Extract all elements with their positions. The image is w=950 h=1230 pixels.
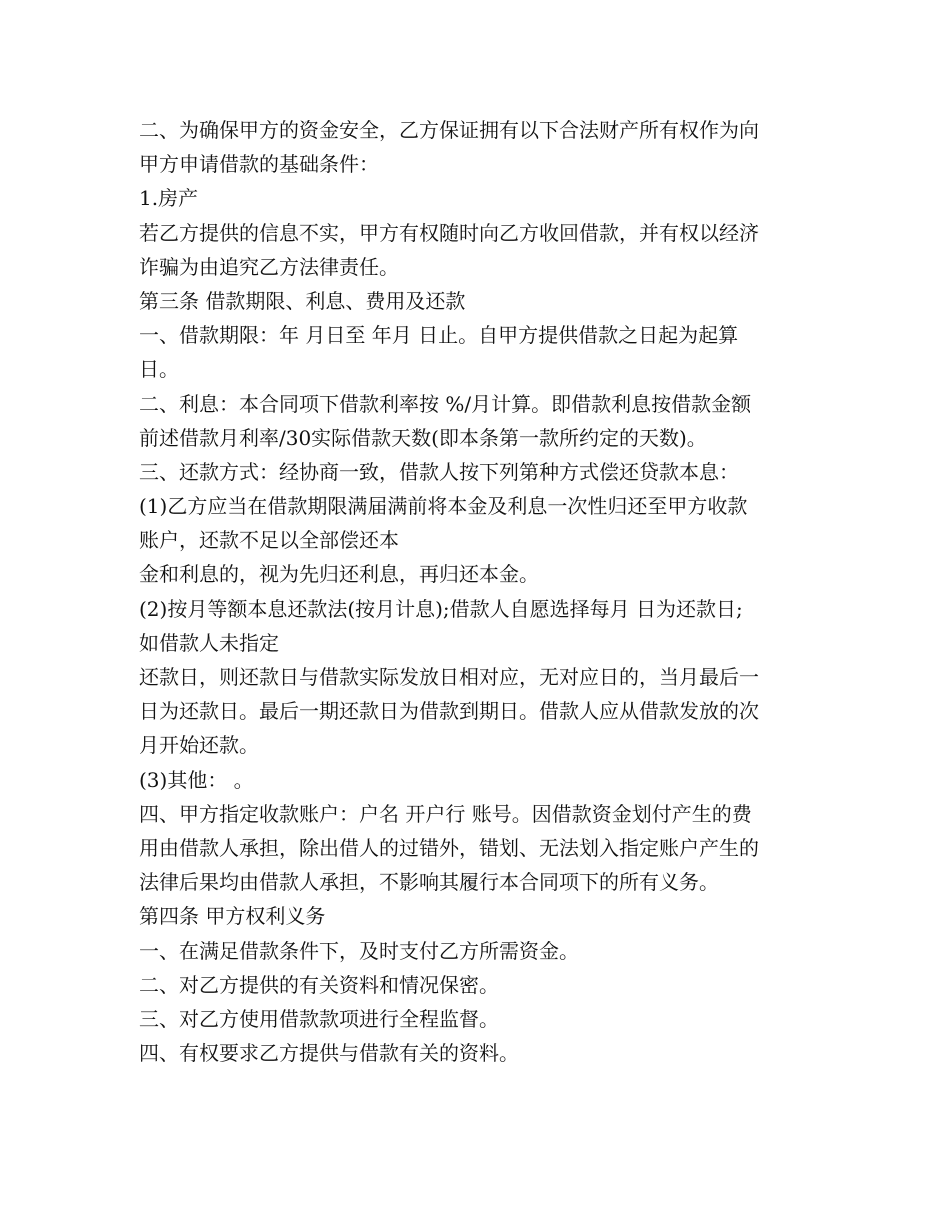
text-line: (2)按月等额本息还款法(按月计息);借款人自愿选择每月 日为还款日; — [139, 596, 743, 621]
text-line: 还款日，则还款日与借款实际发放日相对应，无对应日的，当月最后一 — [139, 665, 759, 689]
text-line: 一、在满足借款条件下，及时支付乙方所需资金。 — [139, 938, 579, 963]
section-heading: 第三条 借款期限、利息、费用及还款 — [139, 288, 466, 313]
text-line: 1.房产 — [139, 186, 199, 211]
text-line: 四、甲方指定收款账户：户名 开户行 账号。因借款资金划付产生的费 — [139, 801, 752, 826]
text-line: 金和利息的，视为先归还利息，再归还本金。 — [139, 562, 539, 587]
text-line: (3)其他： 。 — [139, 767, 254, 792]
text-line: 二、对乙方提供的有关资料和情况保密。 — [139, 972, 499, 997]
text-line: 法律后果均由借款人承担，不影响其履行本合同项下的所有义务。 — [139, 870, 719, 895]
text-line: 四、有权要求乙方提供与借款有关的资料。 — [139, 1041, 519, 1066]
text-line: 甲方申请借款的基础条件： — [139, 152, 379, 177]
document-body — [139, 113, 819, 1070]
text-line: 前述借款月利率/30实际借款天数(即本条第一款所约定的天数)。 — [139, 425, 707, 450]
text-line: 二、利息：本合同项下借款利率按 %/月计算。即借款利息按借款金额 — [139, 391, 752, 416]
text-line: 用由借款人承担，除出借人的过错外，错划、无法划入指定账户产生的 — [139, 835, 759, 860]
text-line: 日为还款日。最后一期还款日为借款到期日。借款人应从借款发放的次 — [139, 699, 759, 724]
text-line: 如借款人未指定 — [139, 630, 279, 655]
text-line: 三、对乙方使用借款款项进行全程监督。 — [139, 1006, 499, 1031]
text-line: 若乙方提供的信息不实，甲方有权随时向乙方收回借款，并有权以经济 — [139, 220, 759, 245]
text-line: 三、还款方式：经协商一致，借款人按下列第种方式偿还贷款本息： — [139, 459, 739, 484]
text-line: 二、为确保甲方的资金安全，乙方保证拥有以下合法财产所有权作为向 — [139, 118, 759, 142]
text-line: (1)乙方应当在借款期限满届满前将本金及利息一次性归还至甲方收款 — [139, 494, 748, 519]
section-heading: 第四条 甲方权利义务 — [139, 904, 326, 929]
text-line: 日。 — [139, 357, 179, 382]
text-line: 一、借款期限：年 月日至 年月 日止。自甲方提供借款之日起为起算 — [139, 323, 739, 348]
text-line: 诈骗为由追究乙方法律责任。 — [139, 254, 399, 279]
text-line: 账户，还款不足以全部偿还本 — [139, 528, 399, 553]
text-line: 月开始还款。 — [139, 733, 259, 758]
